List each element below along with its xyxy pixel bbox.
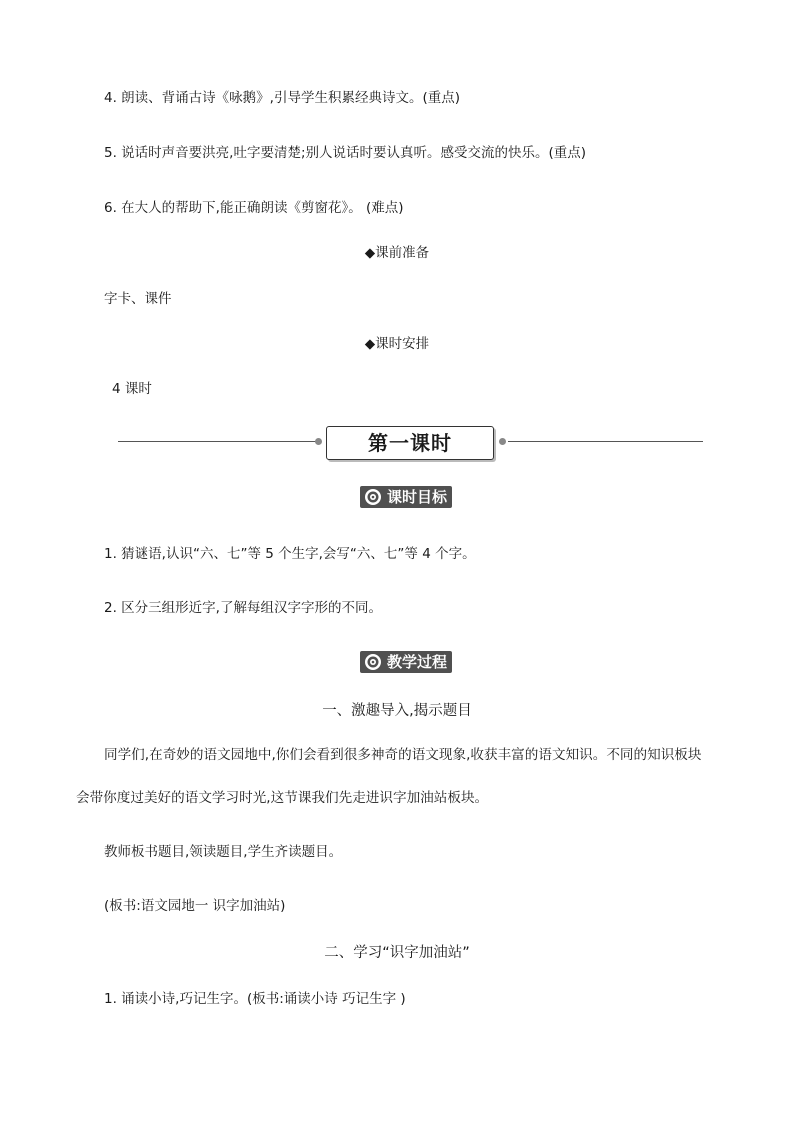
- goals-badge-label: 课时目标: [387, 488, 448, 506]
- goal-2: 2. 区分三组形近字,了解每组汉字字形的不同。: [104, 600, 382, 616]
- goals-badge: [360, 486, 452, 508]
- section2-heading: 二、学习“识字加油站”: [324, 945, 470, 961]
- section1-heading: 一、激趣导入,揭示题目: [322, 703, 472, 719]
- divider-dot-right: [499, 438, 506, 445]
- lesson-title: 第一课时: [326, 426, 494, 460]
- divider-right: [508, 441, 703, 442]
- teacher-action: 教师板书题目,领读题目,学生齐读题目。: [104, 844, 343, 860]
- board-note: (板书:语文园地一 识字加油站): [104, 898, 286, 914]
- divider-dot-left: [315, 438, 322, 445]
- goal-1: 1. 猜谜语,认识“六、七”等 5 个生字,会写“六、七”等 4 个字。: [104, 546, 476, 562]
- objective-5: 5. 说话时声音要洪亮,吐字要清楚;别人说话时要认真听。感受交流的快乐。(重点): [104, 145, 587, 161]
- target-icon: [364, 653, 382, 671]
- divider-left: [118, 441, 320, 442]
- lesson-title-banner: [0, 424, 794, 464]
- schedule-content: 4 课时: [112, 381, 152, 397]
- objective-4: 4. 朗读、背诵古诗《咏鹅》,引导学生积累经典诗文。(重点): [104, 90, 460, 106]
- objective-6: 6. 在大人的帮助下,能正确朗读《剪窗花》。 (难点): [104, 200, 404, 216]
- schedule-heading: ◆课时安排: [364, 336, 430, 352]
- prep-content: 字卡、课件: [104, 291, 172, 307]
- intro-paragraph-line1: 同学们,在奇妙的语文园地中,你们会看到很多神奇的语文现象,收获丰富的语文知识。不同的知识板块: [104, 747, 702, 763]
- process-badge: [360, 651, 452, 673]
- prep-heading: ◆课前准备: [364, 245, 430, 261]
- process-badge-label: 教学过程: [387, 653, 448, 671]
- intro-paragraph-line2: 会带你度过美好的语文学习时光,这节课我们先走进识字加油站板块。: [76, 790, 489, 806]
- target-icon: [364, 488, 382, 506]
- step-1: 1. 诵读小诗,巧记生字。(板书:诵读小诗 巧记生字 ): [104, 991, 406, 1007]
